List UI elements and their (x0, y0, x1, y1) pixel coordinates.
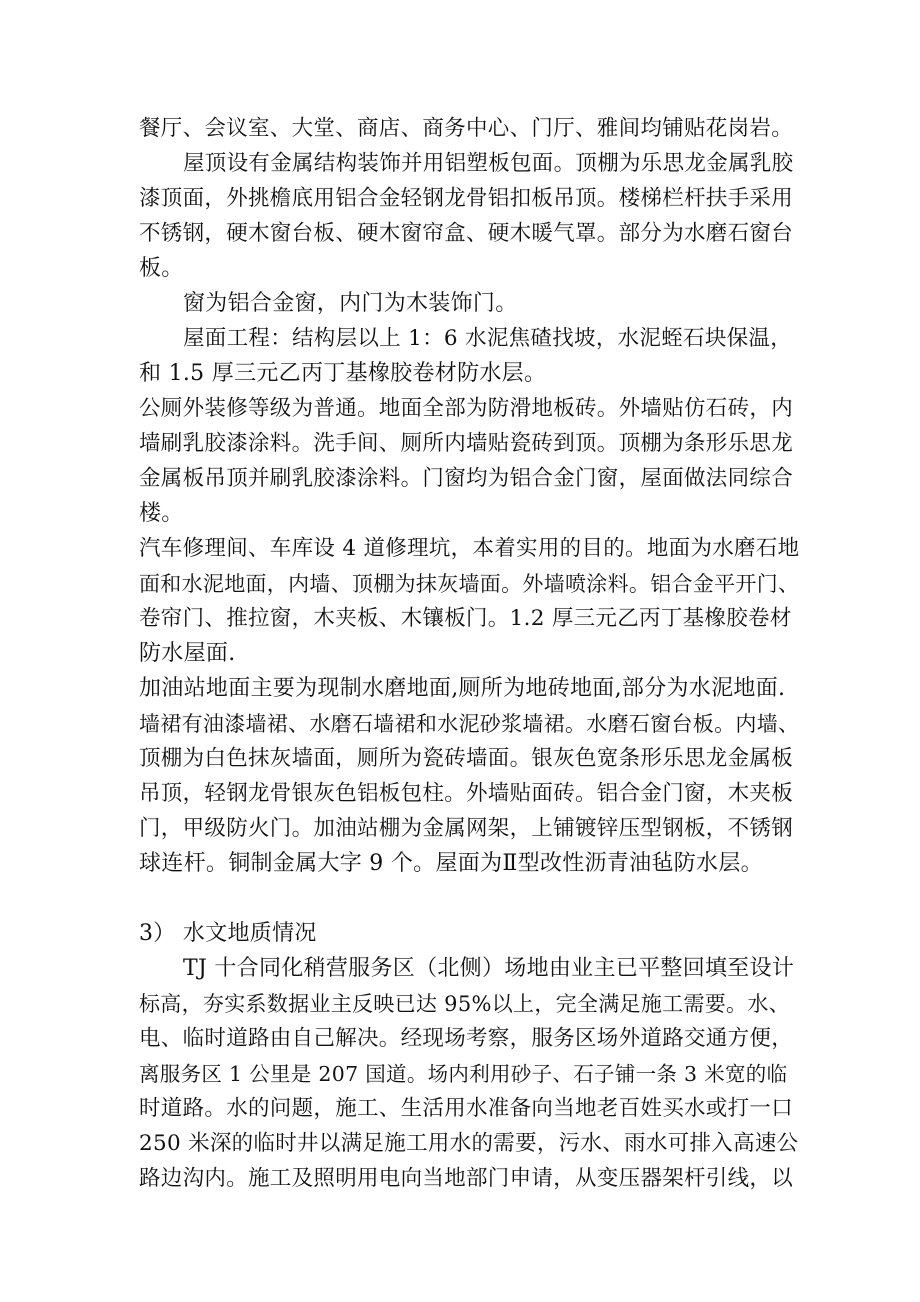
paragraph-line: 公厕外装修等级为普通。地面全部为防滑地板砖。外墙贴仿石砖，内 (139, 396, 794, 421)
paragraph-line: 屋顶设有金属结构装饰并用铝塑板包面。顶棚为乐思龙金属乳胶 (183, 151, 794, 176)
paragraph-line: 屋面工程：结构层以上 1：6 水泥焦碴找坡，水泥蛭石块保温， (183, 326, 793, 351)
paragraph-line: 板。 (139, 256, 184, 281)
paragraph-line: 墙裙有油漆墙裙、水磨石墙裙和水泥砂浆墙裙。水磨石窗台板。内墙、 (139, 712, 800, 736)
paragraph-line: 餐厅、会议室、大堂、商店、商务中心、门厅、雅间均铺贴花岗岩。 (139, 116, 794, 141)
paragraph-line: 顶棚为白色抹灰墙面，厕所为瓷砖墙面。银灰色宽条形乐思龙金属板 (139, 746, 794, 771)
paragraph-line: 不锈钢，硬木窗台板、硬木窗帘盒、硬木暖气罩。部分为水磨石窗台 (139, 221, 794, 246)
paragraph-line: 球连杆。铜制金属大字 9 个。屋面为Ⅱ型改性沥青油毡防水层。 (139, 851, 763, 876)
section-heading: 3） 水文地质情况 (139, 921, 317, 946)
paragraph-line: 面和水泥地面，内墙、顶棚为抹灰墙面。外墙喷涂料。铝合金平开门、 (139, 572, 800, 596)
paragraph-line: 和 1.5 厚三元乙丙丁基橡胶卷材防水层。 (139, 361, 547, 386)
paragraph-line: 门，甲级防火门。加油站棚为金属网架，上铺镀锌压型钢板，不锈钢 (139, 816, 794, 841)
paragraph-line: 标高，夯实系数据业主反映已达 95%以上，完全满足施工需要。水、 (139, 992, 790, 1016)
paragraph-line: 金属板吊顶并刷乳胶漆涂料。门窗均为铝合金门窗，屋面做法同综合 (139, 466, 794, 491)
paragraph-line: 路边沟内。施工及照明用电向当地部门申请，从变压器架杆引线，以 (139, 1166, 794, 1191)
paragraph-line: 250 米深的临时井以满足施工用水的需要，污水、雨水可排入高速公 (139, 1131, 799, 1156)
paragraph-line: 时道路。水的问题，施工、生活用水准备向当地老百姓买水或打一口 (139, 1096, 794, 1121)
paragraph-line: 电、临时道路由自己解决。经现场考察，服务区场外道路交通方便， (139, 1026, 794, 1051)
paragraph-line: 防水屋面. (139, 641, 236, 666)
paragraph-line: 加油站地面主要为现制水磨地面,厕所为地砖地面,部分为水泥地面. (139, 676, 786, 701)
paragraph-line: 楼。 (139, 501, 184, 526)
paragraph-line: TJ 十合同化稍营服务区（北侧）场地由业主已平整回填至设计 (183, 956, 795, 981)
paragraph-line: 汽车修理间、车库设 4 道修理坑，本着实用的目的。地面为水磨石地 (139, 536, 800, 561)
paragraph-line: 窗为铝合金窗，内门为木装饰门。 (183, 291, 518, 316)
paragraph-line: 漆顶面，外挑檐底用铝合金轻钢龙骨铝扣板吊顶。楼梯栏杆扶手采用 (139, 186, 794, 211)
paragraph-line: 卷帘门、推拉窗，木夹板、木镶板门。1.2 厚三元乙丙丁基橡胶卷材 (139, 606, 792, 631)
paragraph-line: 墙刷乳胶漆涂料。洗手间、厕所内墙贴瓷砖到顶。顶棚为条形乐思龙 (139, 431, 794, 456)
paragraph-line: 吊顶，轻钢龙骨银灰色铝板包柱。外墙贴面砖。铝合金门窗，木夹板 (139, 781, 794, 806)
paragraph-line: 离服务区 1 公里是 207 国道。场内利用砂子、石子铺一条 3 米宽的临 (139, 1062, 788, 1086)
